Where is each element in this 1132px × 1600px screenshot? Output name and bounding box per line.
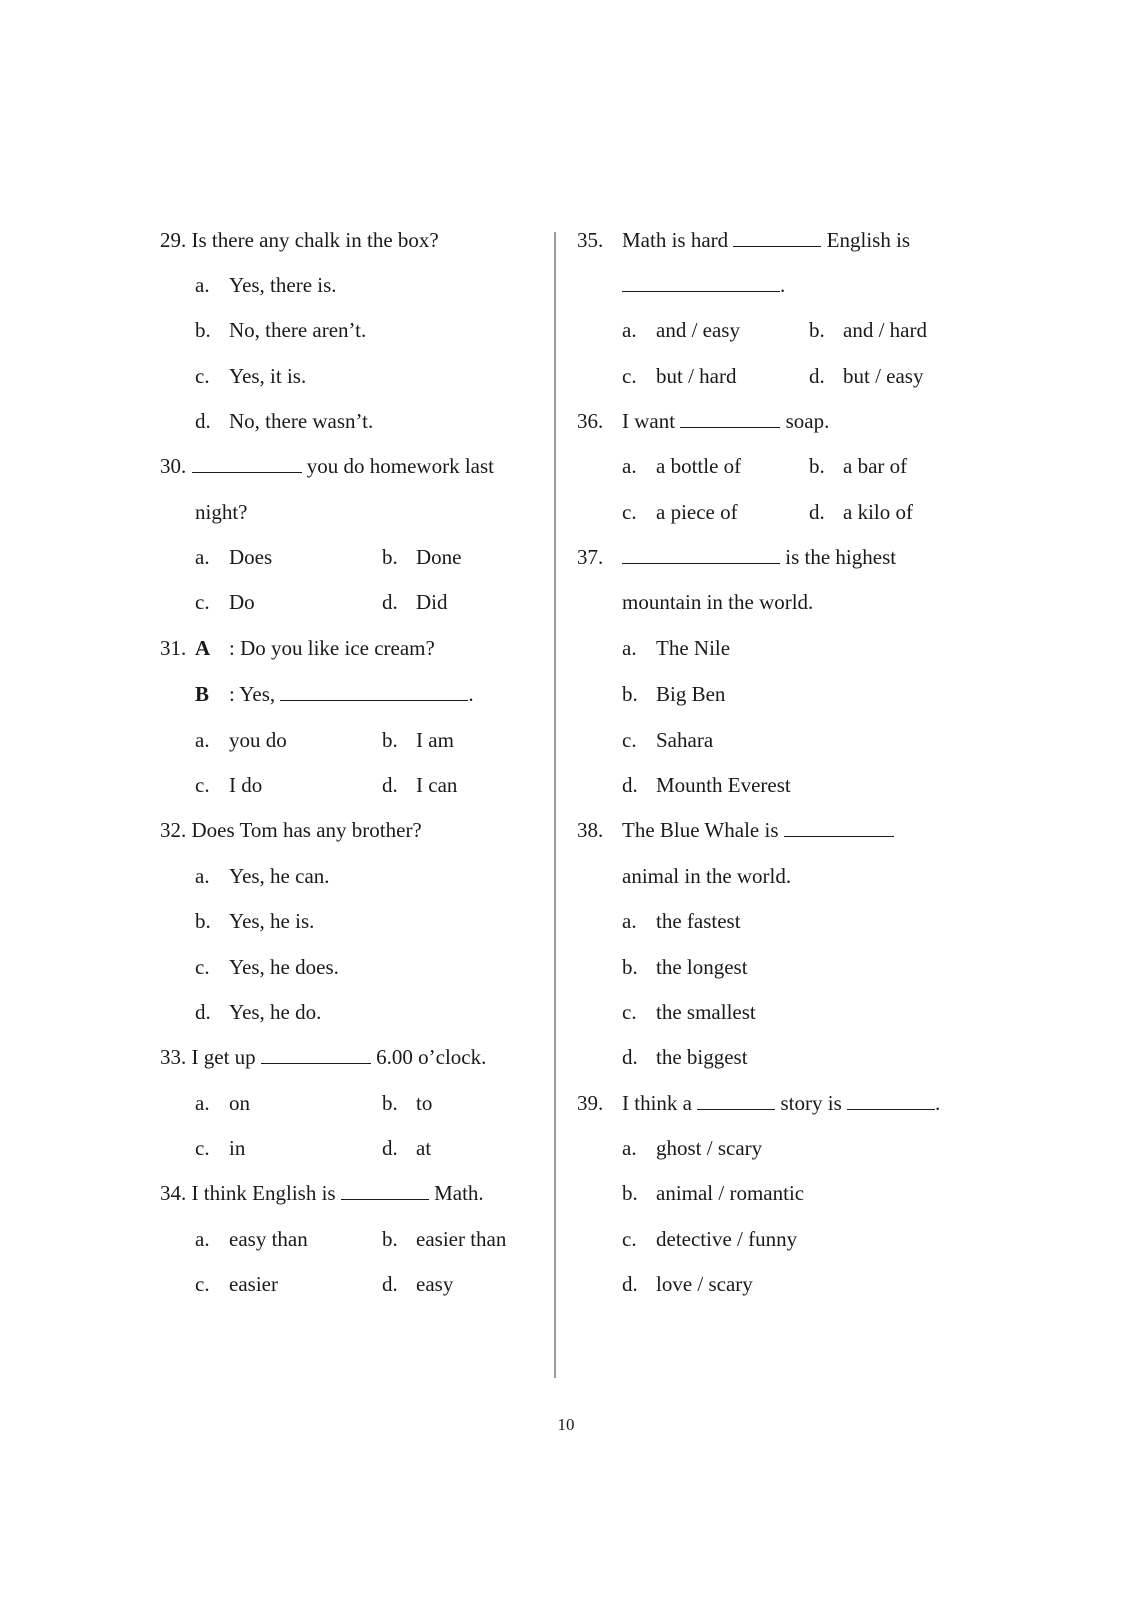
option-letter: c.	[195, 1136, 210, 1160]
question-text: Does Tom has any brother?	[191, 818, 422, 842]
option-text: a piece of	[656, 500, 738, 524]
option-letter: a.	[195, 1091, 210, 1115]
question-number: 31.	[160, 636, 187, 660]
option-letter: a.	[622, 454, 637, 478]
question-36-stem	[622, 409, 829, 433]
option-letter: b.	[382, 1227, 398, 1251]
option-text: easier	[229, 1272, 278, 1296]
option-letter: c.	[622, 364, 637, 388]
option-letter: b.	[622, 682, 638, 706]
option-text: the biggest	[656, 1045, 748, 1069]
question-text: The Blue Whale is	[622, 818, 779, 842]
option-text: Yes, he can.	[229, 864, 330, 888]
option-letter: d.	[622, 773, 638, 797]
option-letter: b.	[382, 545, 398, 569]
answer-blank	[341, 1181, 429, 1200]
answer-blank	[697, 1091, 775, 1110]
question-text: English is	[826, 228, 911, 252]
question-number: 34.	[160, 1181, 187, 1205]
question-34-stem	[160, 1181, 484, 1205]
option-text: a bottle of	[656, 454, 742, 478]
option-letter: b.	[622, 955, 638, 979]
option-letter: c.	[622, 1000, 637, 1024]
option-letter: d.	[382, 1136, 398, 1160]
option-text: Does	[229, 545, 273, 569]
option-text: love / scary	[656, 1272, 753, 1296]
option-text: I am	[416, 728, 454, 752]
question-text: is the highest	[785, 545, 897, 569]
answer-blank	[622, 545, 780, 564]
question-text: story is	[780, 1091, 842, 1115]
option-text: the fastest	[656, 909, 741, 933]
question-29-stem	[160, 228, 439, 252]
question-text-line2: mountain in the world.	[622, 590, 814, 614]
option-letter: d.	[382, 590, 398, 614]
question-32-stem	[160, 818, 422, 842]
option-letter: a.	[622, 636, 637, 660]
option-text: I do	[229, 773, 263, 797]
option-text: Yes, it is.	[229, 364, 307, 388]
option-letter: c.	[195, 773, 210, 797]
option-letter: d.	[809, 500, 825, 524]
option-letter: c.	[622, 1227, 637, 1251]
option-text: Yes, he do.	[229, 1000, 322, 1024]
option-text: Mounth Everest	[656, 773, 791, 797]
option-letter: b.	[809, 454, 825, 478]
question-number: 35.	[577, 228, 604, 252]
option-letter: c.	[195, 955, 210, 979]
option-text: and / hard	[843, 318, 927, 342]
question-text-line2: night?	[195, 500, 248, 524]
option-text: in	[229, 1136, 246, 1160]
question-text: Math.	[434, 1181, 484, 1205]
question-text: 6.00 o’clock.	[376, 1045, 487, 1069]
option-letter: a.	[195, 545, 210, 569]
question-text: soap.	[785, 409, 830, 433]
question-text: I get up	[191, 1045, 256, 1069]
option-text: Done	[416, 545, 462, 569]
question-number: 39.	[577, 1091, 604, 1115]
question-33-stem	[160, 1045, 486, 1069]
option-text: Yes, he does.	[229, 955, 339, 979]
option-text: at	[416, 1136, 432, 1160]
answer-blank	[733, 228, 821, 247]
option-text: The Nile	[656, 636, 731, 660]
answer-blank	[192, 454, 302, 473]
question-39-stem	[622, 1091, 940, 1115]
question-text: I want	[622, 409, 676, 433]
option-text: easy	[416, 1272, 454, 1296]
option-text: Yes, there is.	[229, 273, 337, 297]
question-37-stem	[622, 545, 896, 569]
dialogue-text: : Yes,	[229, 682, 276, 706]
answer-blank	[784, 818, 894, 837]
answer-blank	[847, 1091, 935, 1110]
question-number: 33.	[160, 1045, 187, 1069]
question-text-line2: animal in the world.	[622, 864, 792, 888]
option-text: and / easy	[656, 318, 740, 342]
page-number: 10	[557, 1415, 575, 1434]
option-letter: b.	[622, 1181, 638, 1205]
option-text: to	[416, 1091, 433, 1115]
question-number: 30.	[160, 454, 187, 478]
question-35-line2	[622, 273, 785, 297]
option-letter: a.	[622, 318, 637, 342]
question-35-stem	[622, 228, 910, 252]
option-letter: a.	[622, 1136, 637, 1160]
option-letter: c.	[195, 590, 210, 614]
option-text: Yes, he is.	[229, 909, 315, 933]
option-text: but / hard	[656, 364, 737, 388]
option-text: on	[229, 1091, 250, 1115]
option-text: Do	[229, 590, 255, 614]
speaker-b-label: B	[195, 682, 210, 706]
option-letter: d.	[195, 409, 211, 433]
dialogue-line-a: : Do you like ice cream?	[229, 636, 435, 660]
option-text: No, there wasn’t.	[229, 409, 374, 433]
speaker-a-label: A	[195, 636, 211, 660]
option-letter: b.	[195, 909, 211, 933]
punctuation: .	[780, 273, 786, 297]
punctuation: .	[935, 1091, 941, 1115]
question-text: you do homework last	[306, 454, 494, 478]
question-number: 38.	[577, 818, 604, 842]
option-text: the smallest	[656, 1000, 756, 1024]
option-text: Sahara	[656, 728, 714, 752]
dialogue-line-b	[229, 682, 474, 706]
question-text: Is there any chalk in the box?	[191, 228, 439, 252]
option-letter: a.	[195, 864, 210, 888]
option-letter: d.	[195, 1000, 211, 1024]
option-text: a bar of	[843, 454, 908, 478]
option-letter: c.	[622, 500, 637, 524]
answer-blank	[680, 409, 780, 428]
column-divider	[554, 232, 556, 1378]
option-letter: d.	[382, 1272, 398, 1296]
question-text: I think a	[622, 1091, 692, 1115]
option-text: the longest	[656, 955, 748, 979]
option-letter: c.	[622, 728, 637, 752]
option-letter: d.	[382, 773, 398, 797]
option-letter: a.	[195, 273, 210, 297]
option-letter: c.	[195, 1272, 210, 1296]
question-number: 37.	[577, 545, 604, 569]
option-letter: d.	[622, 1045, 638, 1069]
option-letter: a.	[622, 909, 637, 933]
option-letter: b.	[382, 728, 398, 752]
question-number: 32.	[160, 818, 187, 842]
answer-blank	[622, 273, 780, 292]
option-text: Did	[416, 590, 448, 614]
option-text: animal / romantic	[656, 1181, 805, 1205]
option-text: No, there aren’t.	[229, 318, 367, 342]
option-letter: d.	[809, 364, 825, 388]
option-letter: a.	[195, 728, 210, 752]
option-text: easy than	[229, 1227, 308, 1251]
option-letter: c.	[195, 364, 210, 388]
option-text: Big Ben	[656, 682, 726, 706]
option-letter: d.	[622, 1272, 638, 1296]
option-text: you do	[229, 728, 287, 752]
option-letter: b.	[809, 318, 825, 342]
answer-blank	[280, 682, 468, 701]
question-text: Math is hard	[622, 228, 729, 252]
option-text: a kilo of	[843, 500, 913, 524]
option-text: but / easy	[843, 364, 924, 388]
option-letter: b.	[195, 318, 211, 342]
option-text: detective / funny	[656, 1227, 798, 1251]
question-number: 36.	[577, 409, 604, 433]
question-30-stem	[160, 454, 494, 478]
option-letter: b.	[382, 1091, 398, 1115]
option-text: ghost / scary	[656, 1136, 763, 1160]
punctuation: .	[468, 682, 474, 706]
option-letter: a.	[195, 1227, 210, 1251]
question-38-stem	[622, 818, 894, 842]
answer-blank	[261, 1045, 371, 1064]
option-text: I can	[416, 773, 458, 797]
question-text: I think English is	[191, 1181, 336, 1205]
option-text: easier than	[416, 1227, 507, 1251]
question-number: 29.	[160, 228, 187, 252]
